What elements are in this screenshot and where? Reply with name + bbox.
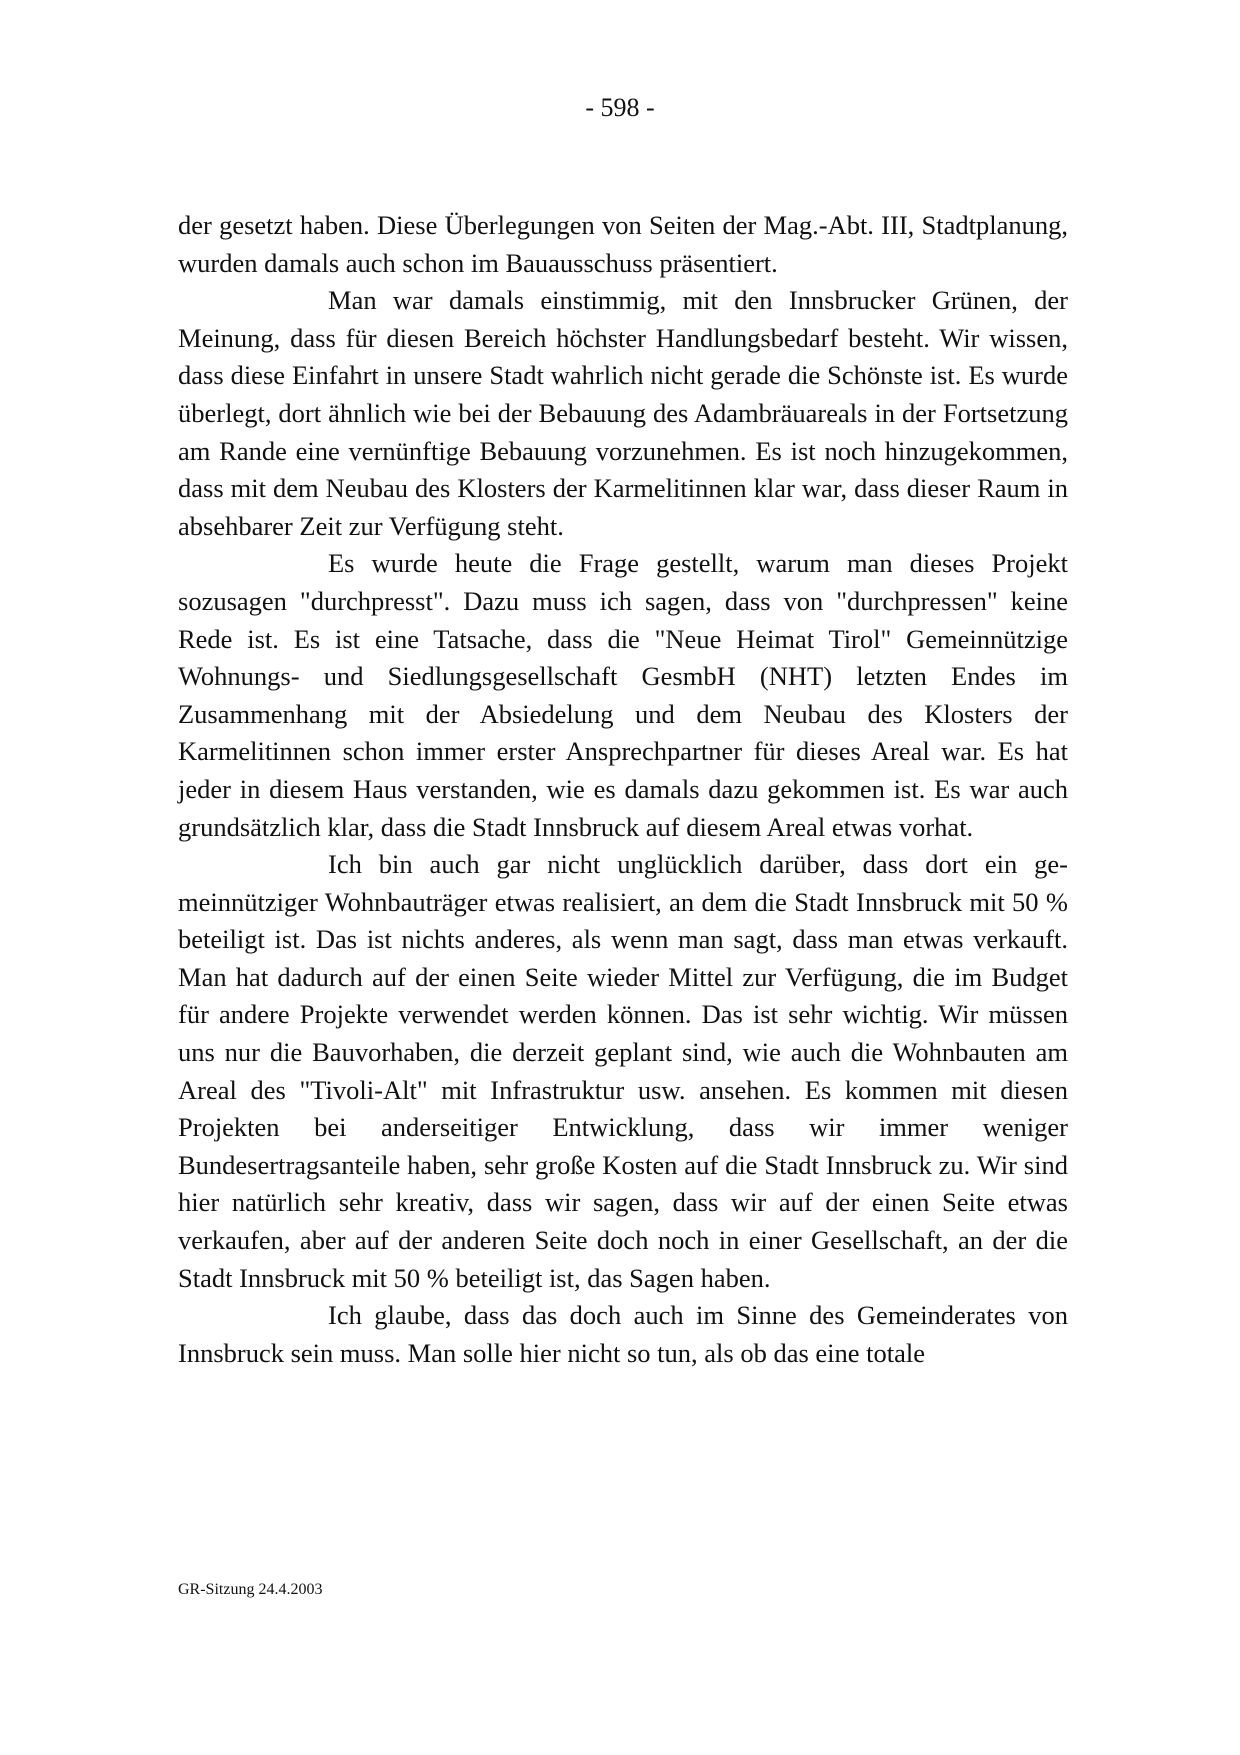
paragraph-continuation: der gesetzt haben. Diese Überlegungen von Seiten der Mag.-Abt. III, Stadtplanung, wurden damals auch schon im Bauausschuss präsentiert. [178,210,1068,278]
paragraph: Man war damals einstimmig, mit den Innsbrucker Grünen, der Meinung, dass für diesen Bereich höchster Handlungsbedarf besteht. Wir wissen, dass diese Einfahrt in unsere Stadt wahrlich nicht gerade die Schönste ist. Es wurde überlegt, dort ähnlich wie bei der Bebauung des Adambräuareals in der Fortsetzung am Rande eine vernünftige Bebauung vorzunehmen. Es ist noch hinzugekommen, dass mit dem Neubau des Klosters der Karmelitinnen klar war, dass dieser Raum in absehbarer Zeit zur Verfügung steht. [178,285,1068,541]
paragraph: Ich bin auch gar nicht unglücklich darüber, dass dort ein gemeinnütziger Wohnbauträger etwas realisiert, an dem die Stadt Innsbruck mit 50 % beteiligt ist. Das ist nichts anderes, als wenn man sagt, dass man etwas verkauft. Man hat dadurch auf der einen Seite wieder Mittel zur Verfügung, die im Budget für andere Projekte verwendet werden können. Das ist sehr wichtig. Wir müssen uns nur die Bauvorhaben, die derzeit geplant sind, wie auch die Wohnbauten am Areal des "Tivoli-Alt" mit Infrastruktur usw. ansehen. Es kommen mit diesen Projekten bei anderseitiger Entwicklung, dass wir immer weniger Bundesertragsanteile haben, sehr große Kosten auf die Stadt Innsbruck zu. Wir sind hier natürlich sehr kreativ, dass wir sagen, dass wir auf der einen Seite etwas verkaufen, aber auf der anderen Seite doch noch in einer Gesellschaft, an der die Stadt Innsbruck mit 50 % beteiligt ist, das Sagen haben. [178,849,1068,1293]
body-text [178,207,1068,1372]
paragraph: Es wurde heute die Frage gestellt, warum man dieses Projekt sozusagen "durchpresst". Dazu muss ich sagen, dass von "durchpressen" keine Rede ist. Es ist eine Tatsache, dass die "Neue Heimat Tirol" Gemeinnützige Wohnungs- und Siedlungsgesellschaft GesmbH (NHT) letzten Endes im Zusammenhang mit der Absiedelung und dem Neubau des Klosters der Karmelitinnen schon immer erster Ansprechpartner für dieses Areal war. Es hat jeder in diesem Haus verstanden, wie es damals dazu gekommen ist. Es war auch grundsätzlich klar, dass die Stadt Innsbruck auf diesem Areal etwas vorhat. [178,548,1068,842]
paragraph: Ich glaube, dass das doch auch im Sinne des Gemeinderates von Innsbruck sein muss. Man solle hier nicht so tun, als ob das eine totale [178,1300,1068,1368]
footer-session-date: GR-Sitzung 24.4.2003 [178,1581,323,1598]
page-number: - 598 - [585,93,655,122]
